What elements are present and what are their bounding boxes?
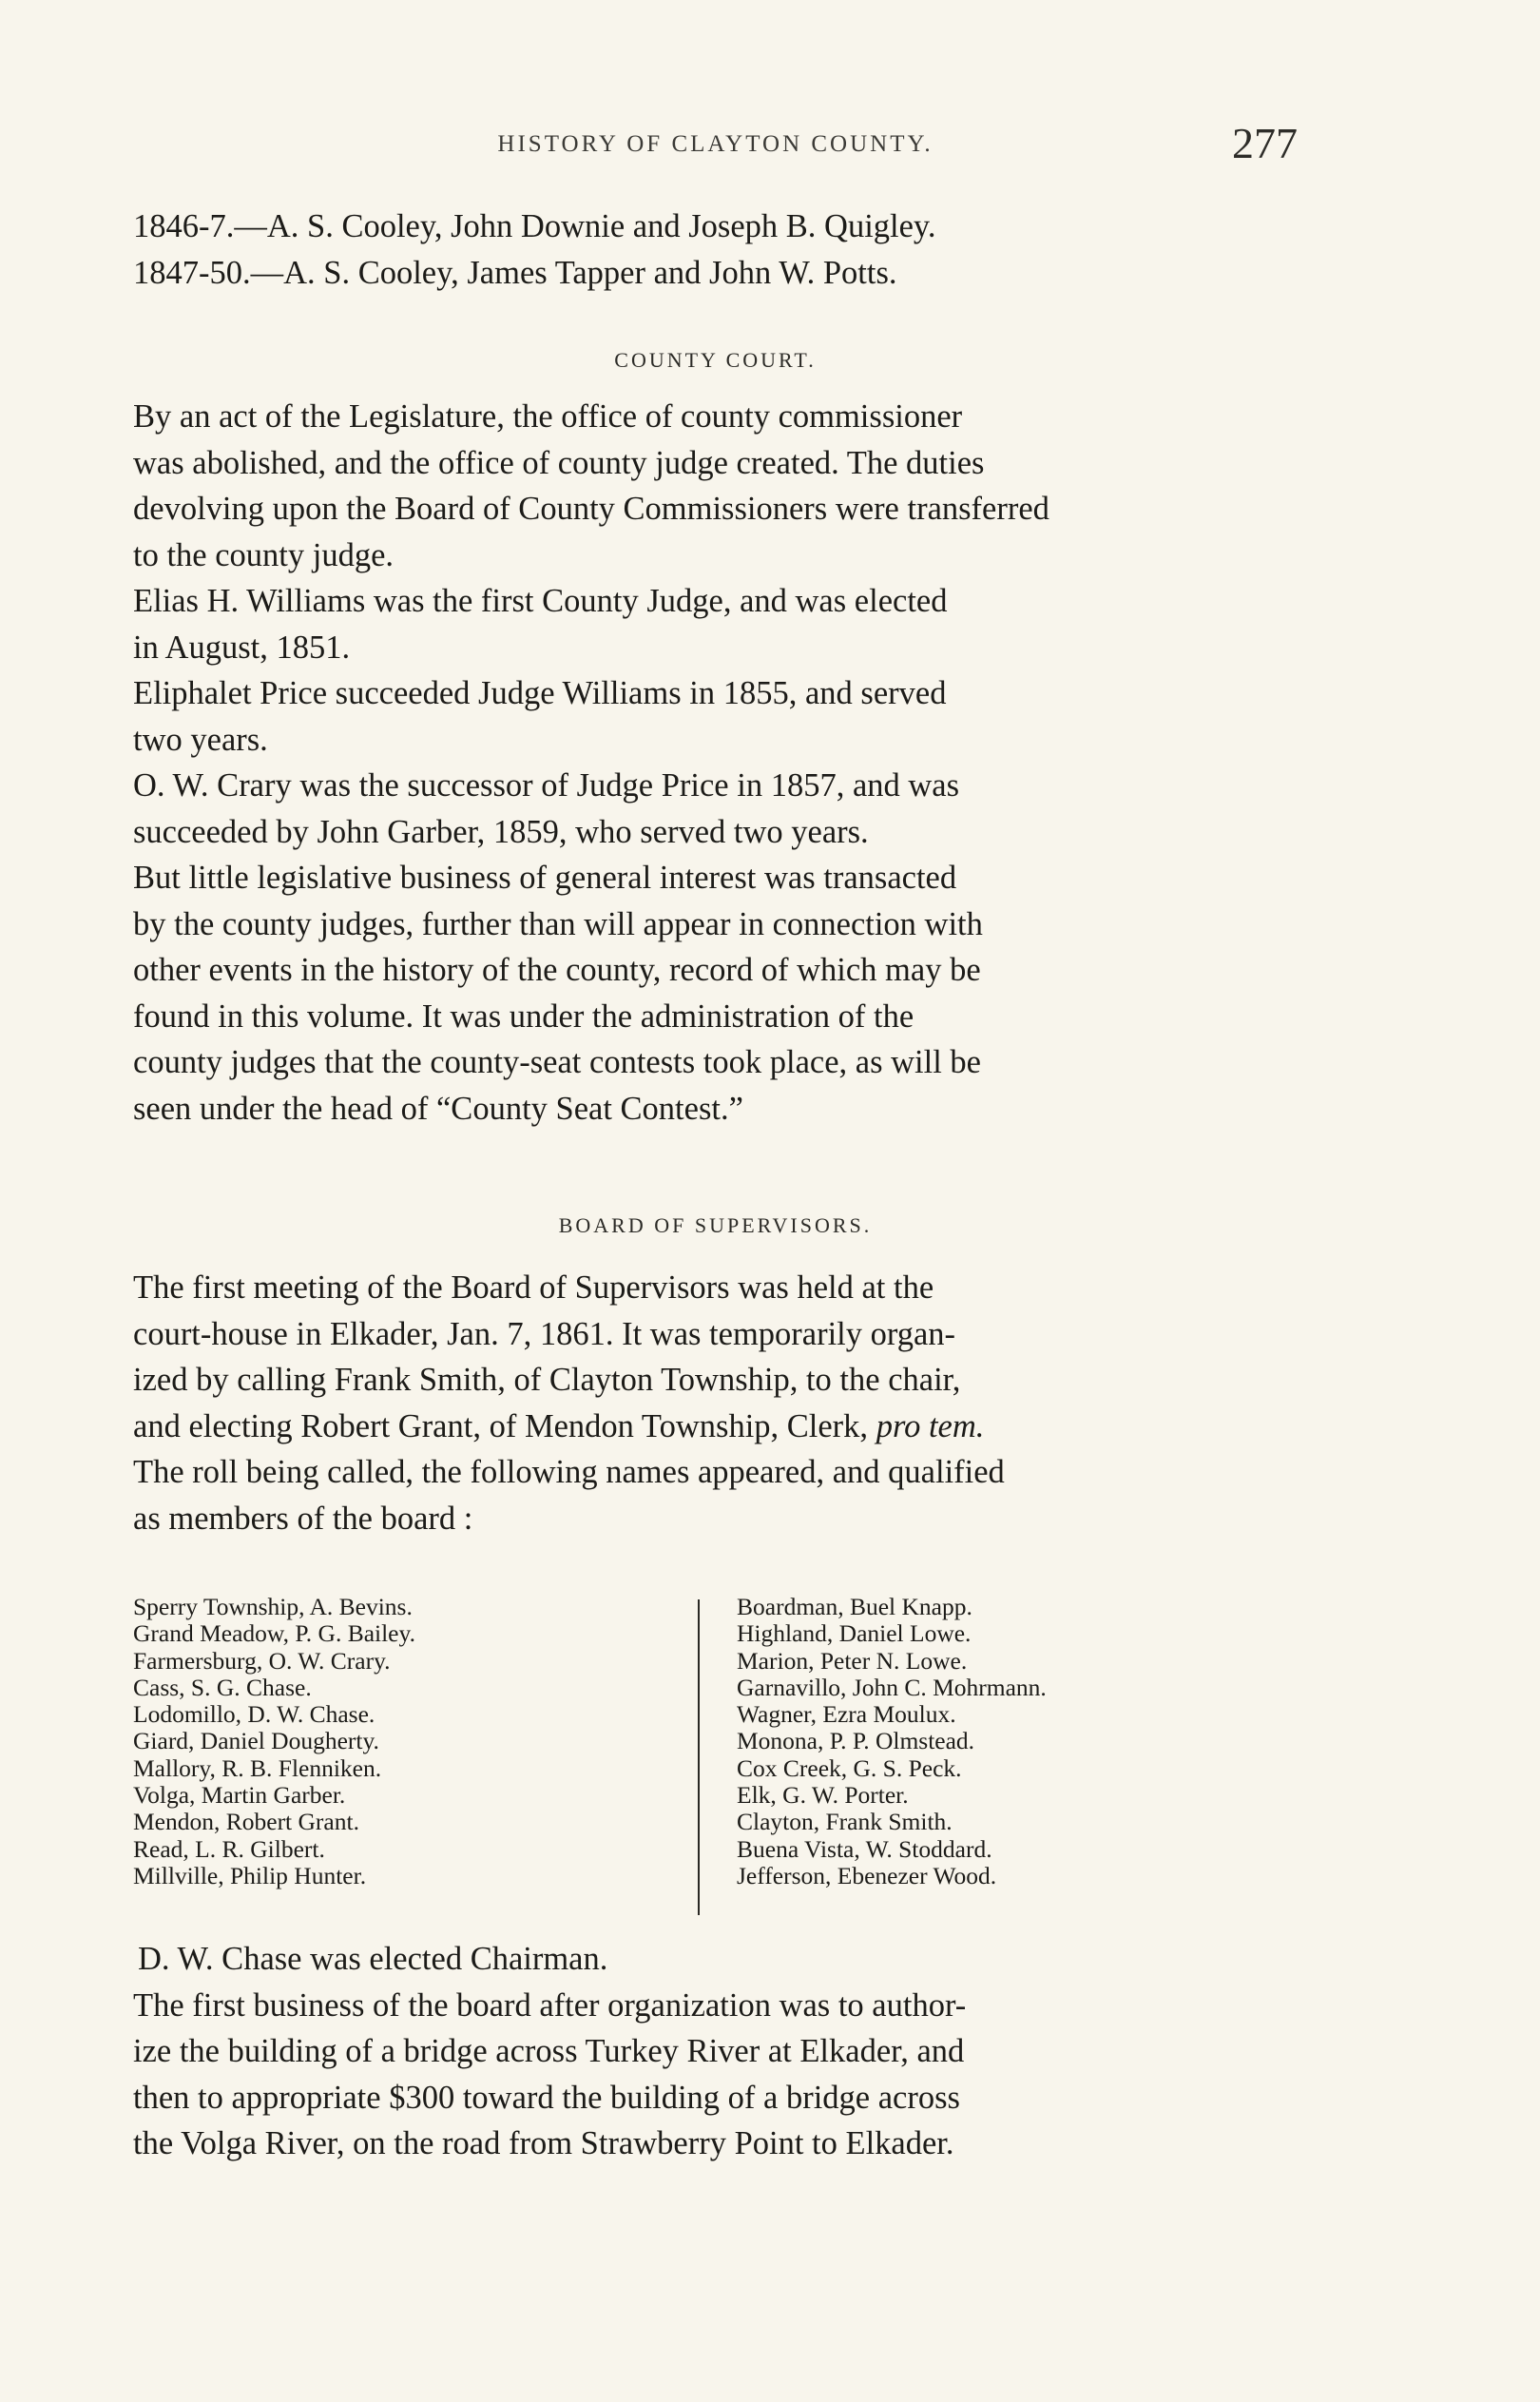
member-entry: Cass, S. G. Chase. — [133, 1673, 312, 1701]
paragraph — [133, 763, 1298, 855]
member-entry: Jefferson, Ebenezer Wood. — [737, 1861, 997, 1889]
text-line: ized by calling Frank Smith, of Clayton Township, to the chair, — [133, 1362, 961, 1398]
supervisors-closing — [133, 1936, 1298, 2167]
text-line: devolving upon the Board of County Commissioners were transferred — [133, 491, 1049, 527]
member-entry: Elk, G. W. Porter. — [737, 1781, 909, 1810]
text-line: D. W. Chase was elected Chairman. — [138, 1941, 608, 1977]
members-table — [133, 1594, 1298, 1923]
member-entry: Highland, Daniel Lowe. — [737, 1619, 972, 1648]
text-line: The first meeting of the Board of Supervisors was held at the — [133, 1269, 934, 1306]
text-line: The roll being called, the following names appeared, and qualified — [133, 1454, 1005, 1490]
paragraph — [133, 1983, 1298, 2167]
text-line: 1846-7.—A. S. Cooley, John Downie and Joseph B. Quigley. — [133, 208, 936, 244]
text-fragment: and electing Robert Grant, of Mendon Township, Clerk, — [133, 1407, 869, 1444]
text-line: found in this volume. It was under the administration of the — [133, 998, 914, 1035]
text-line: as members of the board : — [133, 1500, 473, 1537]
pro-tem-italic: pro tem. — [876, 1407, 985, 1444]
text-line: by the county judges, further than will appear in connection with — [133, 905, 983, 942]
text-line: then to appropriate $300 toward the building of a bridge across — [133, 2079, 960, 2116]
paragraph — [133, 670, 1298, 763]
text-line: county judges that the county-seat contests took place, as will be — [133, 1044, 981, 1080]
member-entry: Farmersburg, O. W. Crary. — [133, 1646, 391, 1675]
text-line: Elias H. Williams was the first County Judge, and was elected — [133, 583, 948, 619]
members-right-column — [737, 1594, 1298, 1889]
text-line — [133, 1404, 1298, 1450]
paragraph — [133, 1265, 1298, 1541]
commissioner-entries — [133, 203, 1298, 296]
members-left-column — [133, 1594, 665, 1889]
text-line: was abolished, and the office of county judge created. The duties — [133, 444, 985, 481]
county-court-heading: COUNTY COURT. — [614, 348, 817, 372]
board-of-supervisors-heading: BOARD OF SUPERVISORS. — [558, 1213, 873, 1237]
text-line: The first business of the board after organization was to author- — [133, 1986, 967, 2024]
text-line: other events in the history of the county, record of which may be — [133, 952, 981, 988]
paragraph — [133, 1936, 1298, 1983]
text-line: By an act of the Legislature, the office of county commissioner — [133, 398, 963, 435]
member-entry: Monona, P. P. Olmstead. — [737, 1727, 975, 1755]
text-line: to the county judge. — [133, 536, 395, 573]
member-entry: Garnavillo, John C. Mohrmann. — [737, 1673, 1047, 1701]
text-line: 1847-50.—A. S. Cooley, James Tapper and John W. Potts. — [133, 254, 897, 291]
member-entry: Clayton, Frank Smith. — [737, 1808, 953, 1836]
page-number: 277 — [1232, 119, 1298, 167]
text-line: court-house in Elkader, Jan. 7, 1861. It was temporarily organ- — [133, 1315, 956, 1352]
member-entry: Giard, Daniel Dougherty. — [133, 1727, 379, 1755]
member-entry: Sperry Township, A. Bevins. — [133, 1593, 413, 1620]
text-line: succeeded by John Garber, 1859, who served two years. — [133, 813, 869, 850]
supervisors-intro — [133, 1265, 1298, 1541]
member-entry: Wagner, Ezra Moulux. — [737, 1700, 956, 1729]
member-entry: Cox Creek, G. S. Peck. — [737, 1753, 962, 1782]
member-entry: Millville, Philip Hunter. — [133, 1861, 367, 1889]
page-header — [133, 118, 1298, 175]
text-line: the Volga River, on the road from Strawberry Point to Elkader. — [133, 2125, 954, 2161]
column-divider — [698, 1599, 700, 1915]
county-court-section — [133, 394, 1298, 1132]
paragraph — [133, 578, 1298, 670]
text-line: Eliphalet Price succeeded Judge Williams in 1855, and served — [133, 675, 947, 711]
commissioner-list — [133, 203, 1298, 296]
text-line: ize the building of a bridge across Turkey River at Elkader, and — [133, 2033, 965, 2069]
text-line: O. W. Crary was the successor of Judge Price in 1857, and was — [133, 767, 960, 804]
text-line: two years. — [133, 721, 268, 758]
member-entry: Volga, Martin Garber. — [133, 1781, 346, 1810]
text-line: But little legislative business of general interest was transacted — [133, 860, 957, 896]
text-line: seen under the head of “County Seat Contest.” — [133, 1090, 743, 1127]
member-entry: Lodomillo, D. W. Chase. — [133, 1700, 375, 1729]
member-entry: Mallory, R. B. Flenniken. — [133, 1753, 382, 1782]
paragraph — [133, 855, 1298, 1132]
member-entry: Read, L. R. Gilbert. — [133, 1834, 325, 1863]
member-entry: Mendon, Robert Grant. — [133, 1808, 359, 1836]
member-entry: Marion, Peter N. Lowe. — [737, 1646, 968, 1675]
member-entry: Buena Vista, W. Stoddard. — [737, 1834, 992, 1863]
member-entry: Grand Meadow, P. G. Bailey. — [133, 1619, 415, 1648]
running-head: HISTORY OF CLAYTON COUNTY. — [497, 131, 934, 157]
paragraph — [133, 394, 1298, 578]
text-line: in August, 1851. — [133, 629, 351, 666]
member-entry: Boardman, Buel Knapp. — [737, 1593, 972, 1620]
